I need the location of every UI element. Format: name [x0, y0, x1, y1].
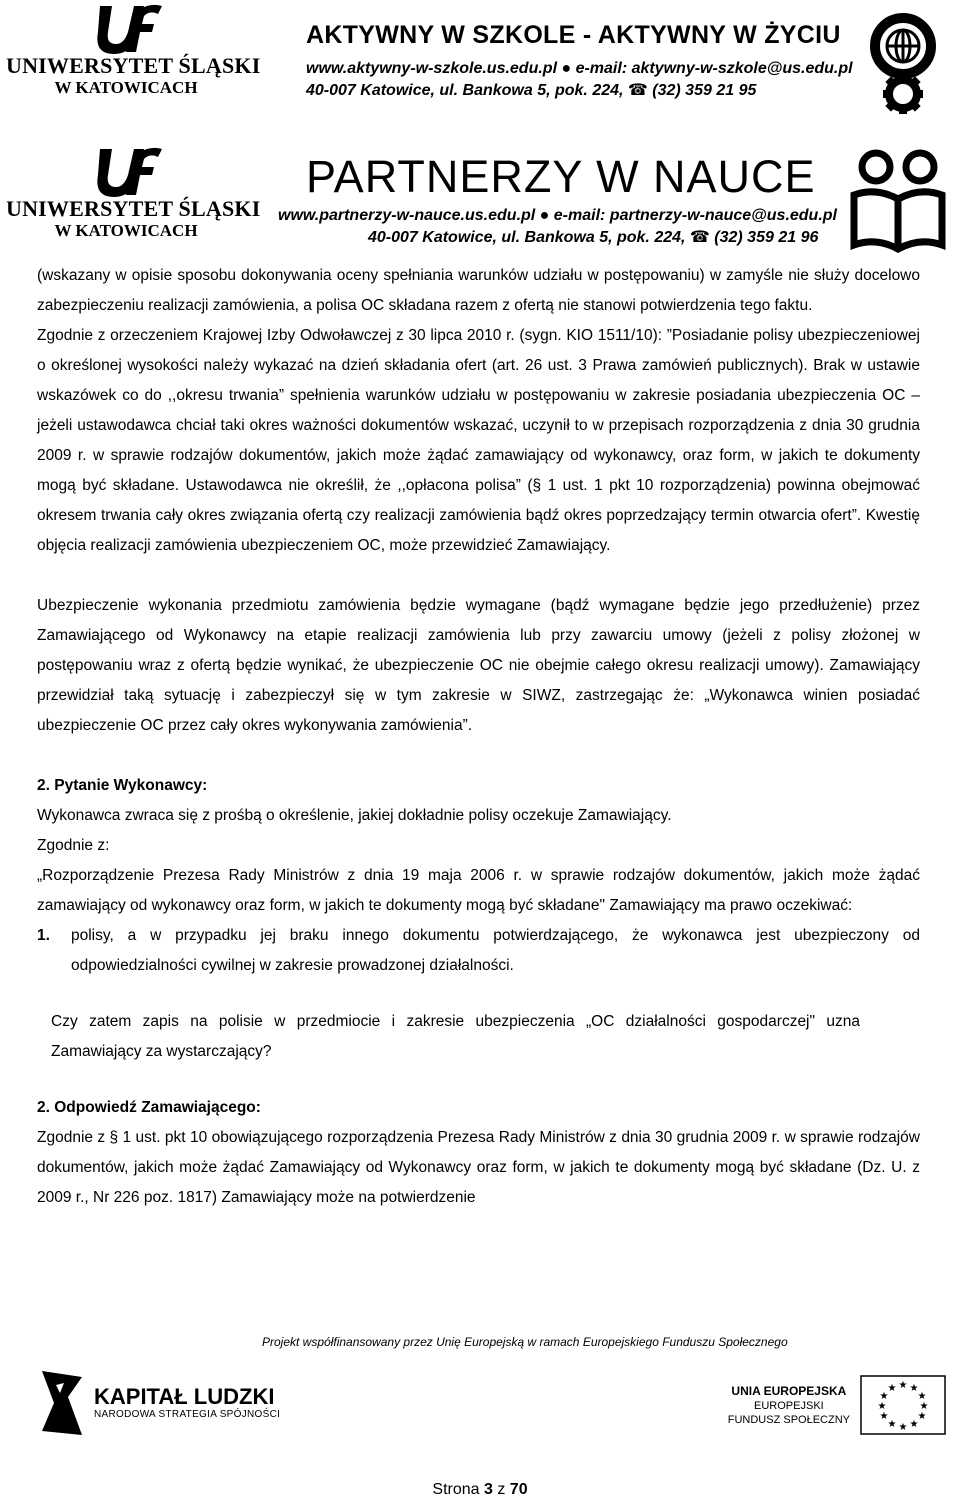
- project-header-aktywny: [0, 0, 960, 125]
- footer-banner: [0, 1335, 960, 1445]
- paragraph: Wykonawca zwraca się z prośbą o określenie, jakiej dokładnie polisy oczekuje Zamawiający.: [37, 807, 672, 824]
- section-heading: 2. Pytanie Wykonawcy:: [37, 777, 208, 794]
- paragraph: Zgodnie z orzeczeniem Krajowej Izby Odwoławczej z 30 lipca 2010 r. (sygn. KIO 1511/10): ”Posiadanie polisy ubezpieczeniowej o określonej wysokości należy wykazać na dzień składania ofert (art. 26 ust. 3 Prawa zamówień publicznych). Brak w ustawie wskazówek co do ,,okresu trwania” spełnienia warunków udziału w postępowaniu w zakresie posiadania ubezpieczenia OC – jeżeli ustawodawca chciał taki okres ważności dokumentów wskazać, uczynił to w przepisach rozporządzenia z dnia 30 grudnia 2009 r. w sprawie rodzajów dokumentów, jakich może żądać zamawiający od wykonawcy, oraz form, w jakich te dokumenty mogą być składane. Ustawodawca nie określił, że ,,opłacona polisa” (§ 1 ust. 1 pkt 10 rozporządzenia) powinna obejmować okresem trwania cały okres związania ofertą czy realizacji zamówienia bądź okres poprzedzający termin otwarcia ofert”. Kwestię objęcia realizacji zamówienia ubezpieczeniem OC, może przewidzieć Zamawiający.: [37, 327, 920, 554]
- svg-text:★: ★: [917, 1411, 927, 1422]
- project-title: PARTNERZY W NAUCE: [306, 151, 816, 202]
- university-logo: [6, 2, 261, 98]
- university-city: W KATOWICACH: [54, 221, 198, 240]
- paragraph: Ubezpieczenie wykonania przedmiotu zamówienia będzie wymagane (bądź wymagane będzie jego przedłużenie) przez Zamawiającego od Wykonawcy na etapie realizacji zamówienia lub przy zawarciu umowy (jeżeli z polisy złożonej w postępowaniu wraz z ofertą będzie wynikać, że ubezpieczenie OC nie obejmie całego okresu realizacji umowy). Zamawiający przewidział taką sytuację i zabezpieczył się w tym zakresie w SIWZ, zastrzegając że: „Wykonawca winien posiadać ubezpieczenie OC przez cały okres wykonywania zamówienia”.: [37, 597, 920, 734]
- kapital-ludzki-icon: [38, 1367, 86, 1439]
- university-name: UNIWERSYTET ŚLĄSKI: [6, 196, 261, 221]
- svg-text:★: ★: [917, 1391, 927, 1402]
- eu-title: UNIA EUROPEJSKA: [731, 1383, 847, 1398]
- paragraph: Zgodnie z:: [37, 837, 110, 854]
- page-number: Strona 3 z 70: [432, 1481, 528, 1498]
- university-emblem-icon: [86, 2, 166, 54]
- university-name: UNIWERSYTET ŚLĄSKI: [6, 53, 261, 78]
- eu-subtitle: EUROPEJSKI: [754, 1399, 824, 1412]
- paragraph: Zgodnie z § 1 ust. pkt 10 obowiązującego rozporządzenia Prezesa Rady Ministrów z dnia 30 grudnia 2009 r. w sprawie rodzajów dokumentów, jakich może żądać Zamawiający od Wykonawcy oraz form, w jakich te dokumenty mogą być składane (Dz. U. z 2009 r., Nr 226 poz. 1817) Zamawiający może na potwierdzenie: [37, 1129, 920, 1206]
- svg-text:★: ★: [898, 1380, 908, 1391]
- people-book-icon: [848, 147, 948, 262]
- project-contact-address: 40-007 Katowice, ul. Bankowa 5, pok. 224, ☎ (32) 359 21 95: [306, 82, 757, 99]
- project-info: [306, 18, 853, 102]
- university-emblem-icon: [86, 145, 166, 197]
- kl-title: KAPITAŁ LUDZKI: [94, 1384, 275, 1409]
- list-number: 1.: [37, 927, 50, 944]
- project-contact-web: www.aktywny-w-szkole.us.edu.pl ● e-mail: aktywny-w-szkole@us.edu.pl: [306, 60, 853, 77]
- paragraph: „Rozporządzenie Prezesa Rady Ministrów z dnia 19 maja 2006 r. w sprawie rodzajów dokumentów, jakich może żądać zamawiający od wykonawcy oraz form, w jakich te dokumenty mogą być składane" Zamawiający ma prawo oczekiwać:: [37, 867, 920, 914]
- project-contact-address: 40-007 Katowice, ul. Bankowa 5, pok. 224, ☎ (32) 359 21 96: [368, 229, 819, 246]
- project-title: AKTYWNY W SZKOLE - AKTYWNY W ŻYCIU: [306, 21, 841, 49]
- globe-gear-icon: [858, 8, 948, 123]
- svg-text:★: ★: [887, 1419, 897, 1430]
- eu-logo: [728, 1375, 946, 1435]
- kapital-ludzki-logo: [38, 1367, 280, 1439]
- kl-subtitle: NARODOWA STRATEGIA SPÓJNOŚCI: [94, 1409, 281, 1420]
- list-text: polisy, a w przypadku jej braku innego dokumentu potwierdzającego, że wykonawca jest ubezpieczony od odpowiedzialności cywilnej w zakresie prowadzonej działalności.: [71, 927, 920, 974]
- question-text: Czy zatem zapis na polisie w przedmiocie i zakresie ubezpieczenia „OC działalności gospodarczej" uzna Zamawiający za wystarczający?: [51, 1013, 860, 1060]
- list-item: [37, 921, 920, 981]
- document-body: [37, 261, 920, 1213]
- svg-text:★: ★: [877, 1401, 887, 1412]
- paragraph: (wskazany w opisie sposobu dokonywania oceny spełniania warunków udziału w postępowaniu) w zamyśle nie służy docelowo zabezpieczeniu realizacji zamówienia, a polisa OC składana razem z ofertą nie stanowi potwierdzenia tego faktu.: [37, 267, 920, 314]
- project-info: [278, 151, 837, 249]
- eu-subtitle: FUNDUSZ SPOŁECZNY: [727, 1413, 850, 1426]
- eu-flag-icon: [860, 1375, 946, 1435]
- svg-text:★: ★: [909, 1383, 919, 1394]
- university-logo: [6, 145, 261, 241]
- svg-text:★: ★: [879, 1411, 889, 1422]
- svg-text:★: ★: [898, 1422, 908, 1433]
- university-city: W KATOWICACH: [54, 78, 198, 97]
- svg-text:★: ★: [919, 1401, 929, 1412]
- svg-text:★: ★: [879, 1391, 889, 1402]
- svg-text:★: ★: [909, 1419, 919, 1430]
- project-contact-web: www.partnerzy-w-nauce.us.edu.pl ● e-mail: partnerzy-w-nauce@us.edu.pl: [278, 207, 837, 224]
- project-header-partnerzy: [0, 135, 960, 260]
- cofinancing-note: Projekt współfinansowany przez Unię Europejską w ramach Europejskiego Funduszu Społecznego: [262, 1335, 788, 1349]
- section-heading: 2. Odpowiedź Zamawiającego:: [37, 1099, 261, 1116]
- svg-text:★: ★: [887, 1383, 897, 1394]
